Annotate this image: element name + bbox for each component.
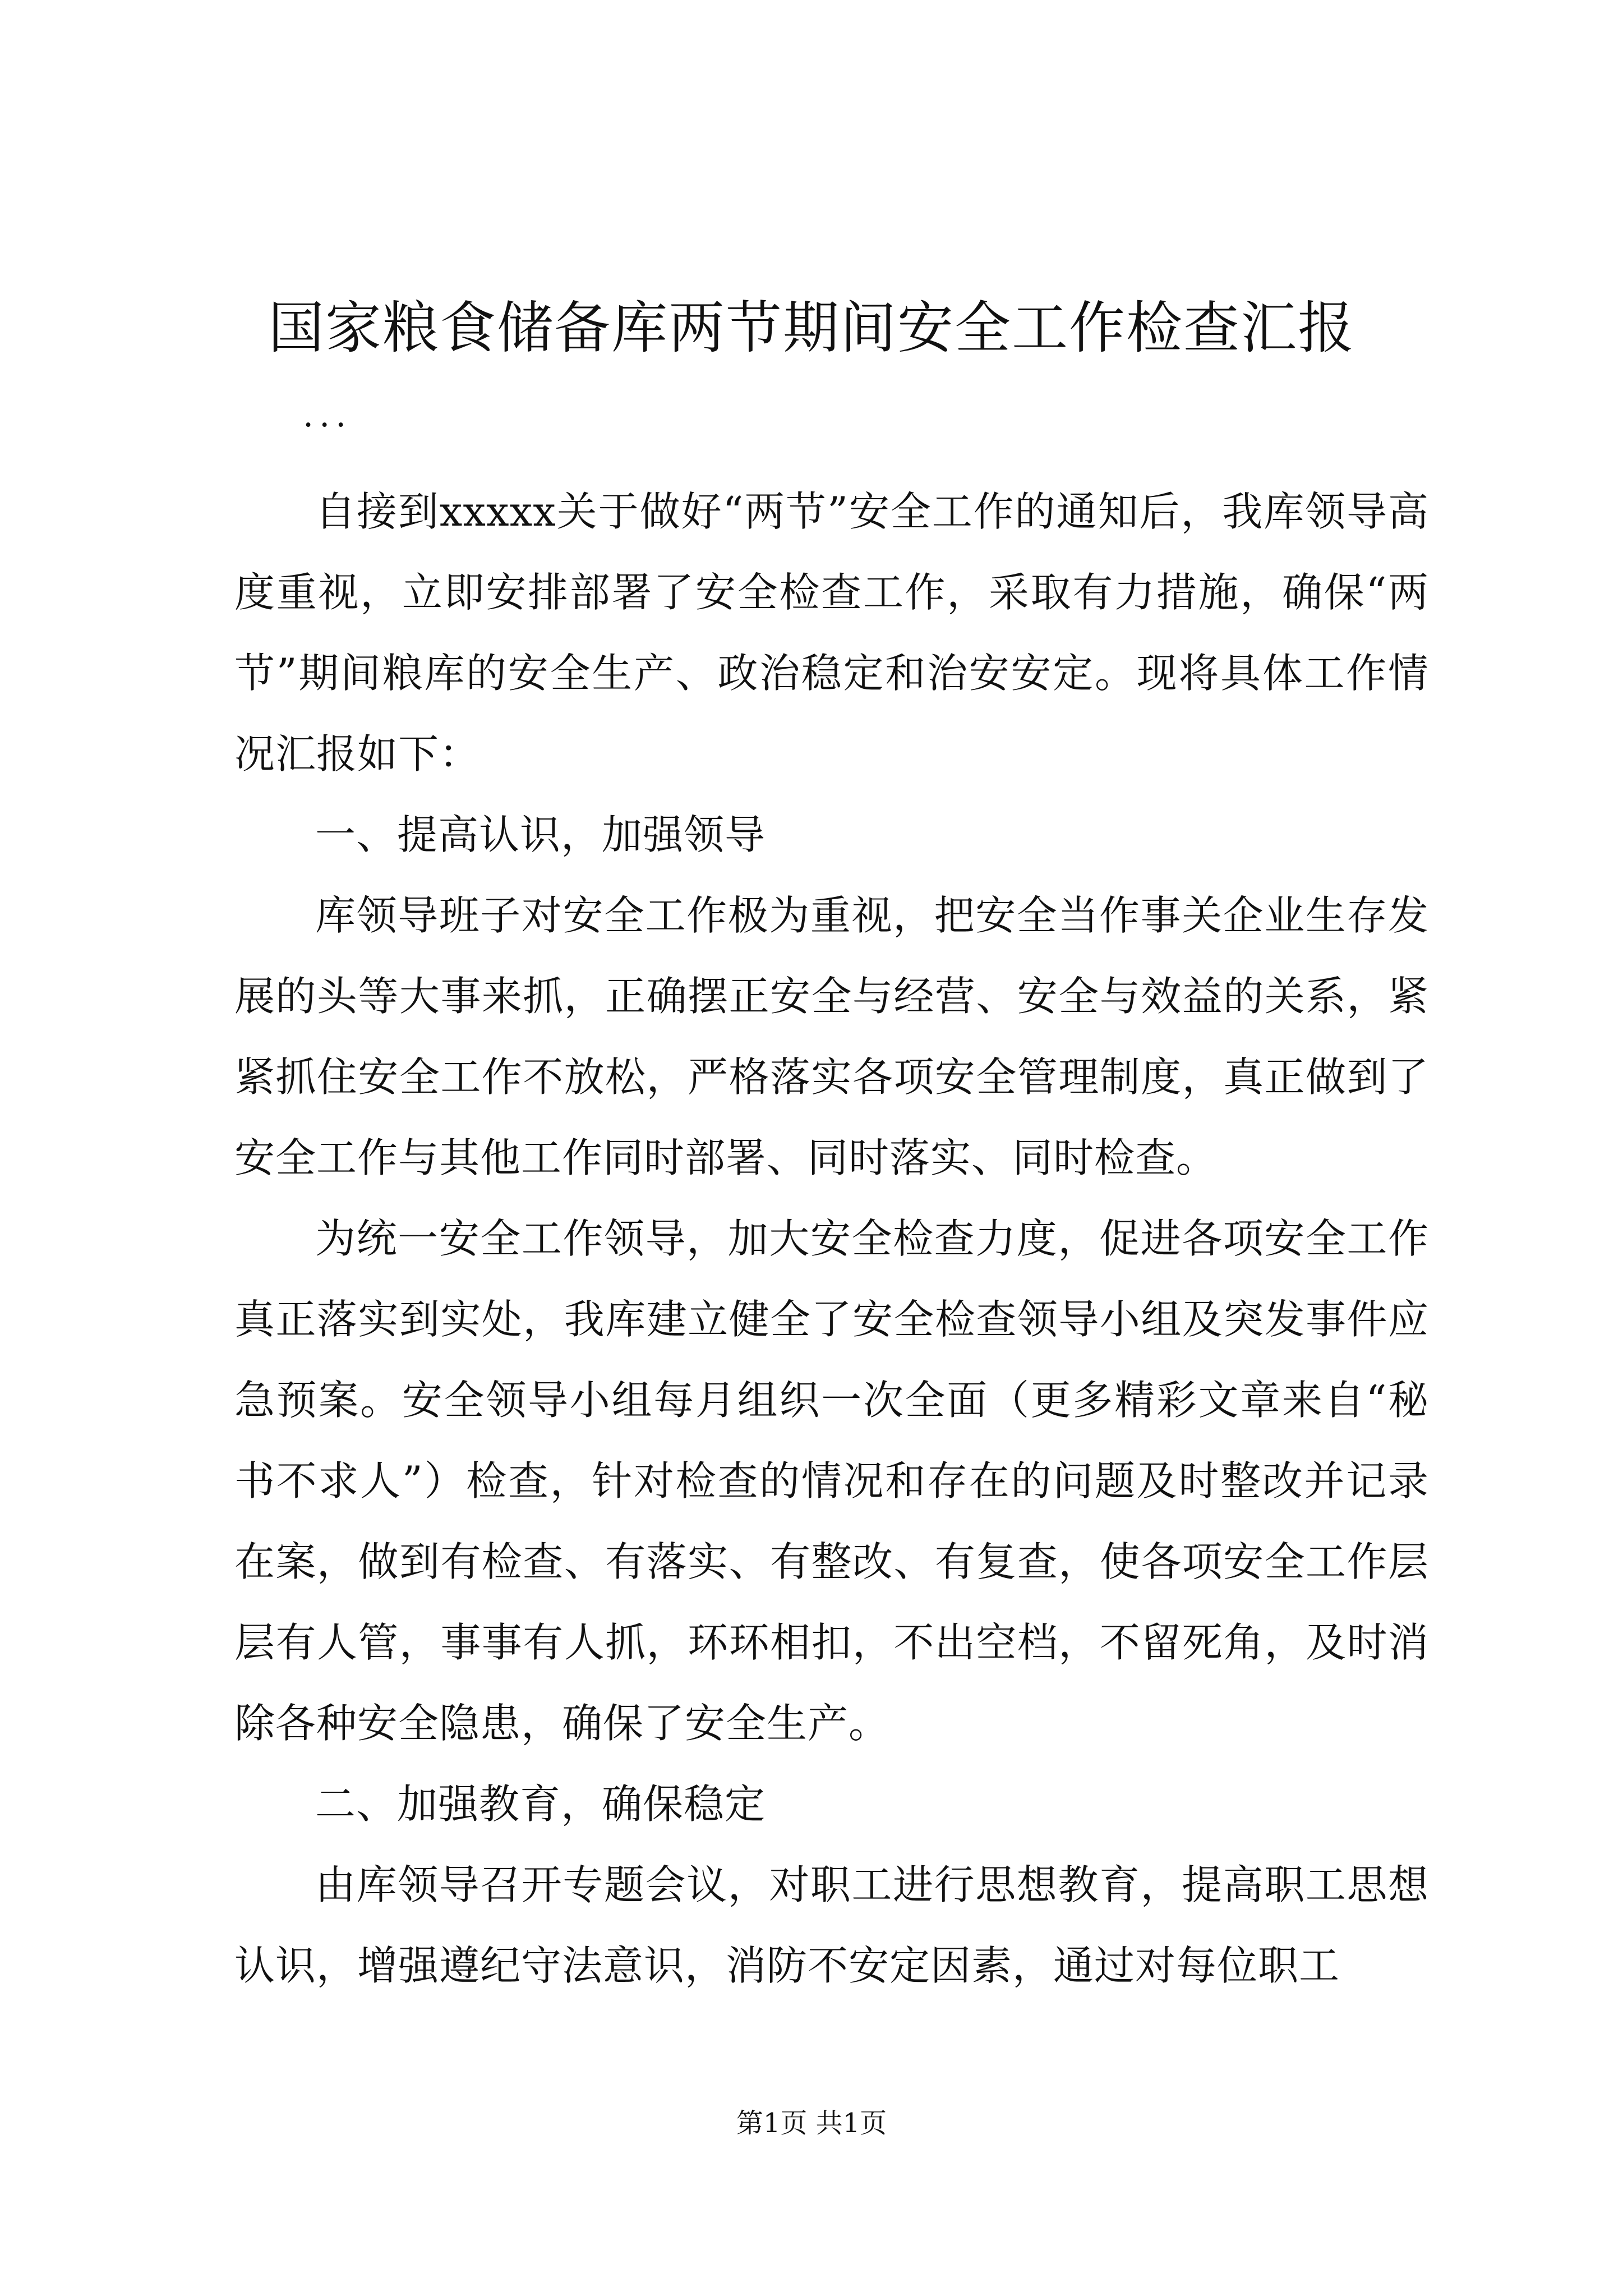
document-title: 国家粮食储备库两节期间安全工作检查汇报 [268, 295, 1355, 361]
page-footer: 第1页 共1页 [736, 2108, 887, 2139]
paragraph-education: 由库领导召开专题会议，对职工进行思想教育，提高职工思想认识，增强遵纪守法意识，消防不安定因素，通过对每位职工 [234, 1861, 1429, 1989]
paragraph-inspection: 为统一安全工作领导，加大安全检查力度，促进各项安全工作真正落实到实处，我库建立健全了安全检查领导小组及突发事件应急预案。安全领导小组每月组织一次全面（更多精彩文章来自“秘书不求人”）检查，针对检查的情况和存在的问题及时整改并记录在案，做到有检查、有落实、有整改、有复查，使各项安全工作层层有人管，事事有人抓，环环相扣，不出空档，不留死角，及时消除各种安全隐患，确保了安全生产。 [234, 1215, 1429, 1747]
ellipsis-marker: ... [303, 395, 352, 435]
section-heading-2: 二、加强教育，确保稳定 [315, 1780, 766, 1828]
paragraph-intro: 自接到xxxxx关于做好“两节”安全工作的通知后，我库领导高度重视，立即安排部署了安全检查工作，采取有力措施，确保“两节”期间粮库的安全生产、政治稳定和治安安定。现将具体工作情况汇报如下： [234, 488, 1429, 777]
paragraph-leadership: 库领导班子对安全工作极为重视，把安全当作事关企业生存发展的头等大事来抓，正确摆正安全与经营、安全与效益的关系，紧紧抓住安全工作不放松，严格落实各项安全管理制度，真正做到了安全工作与其他工作同时部署、同时落实、同时检查。 [234, 892, 1429, 1181]
section-heading-1: 一、提高认识，加强领导 [315, 811, 766, 858]
document-body [234, 471, 1429, 2006]
